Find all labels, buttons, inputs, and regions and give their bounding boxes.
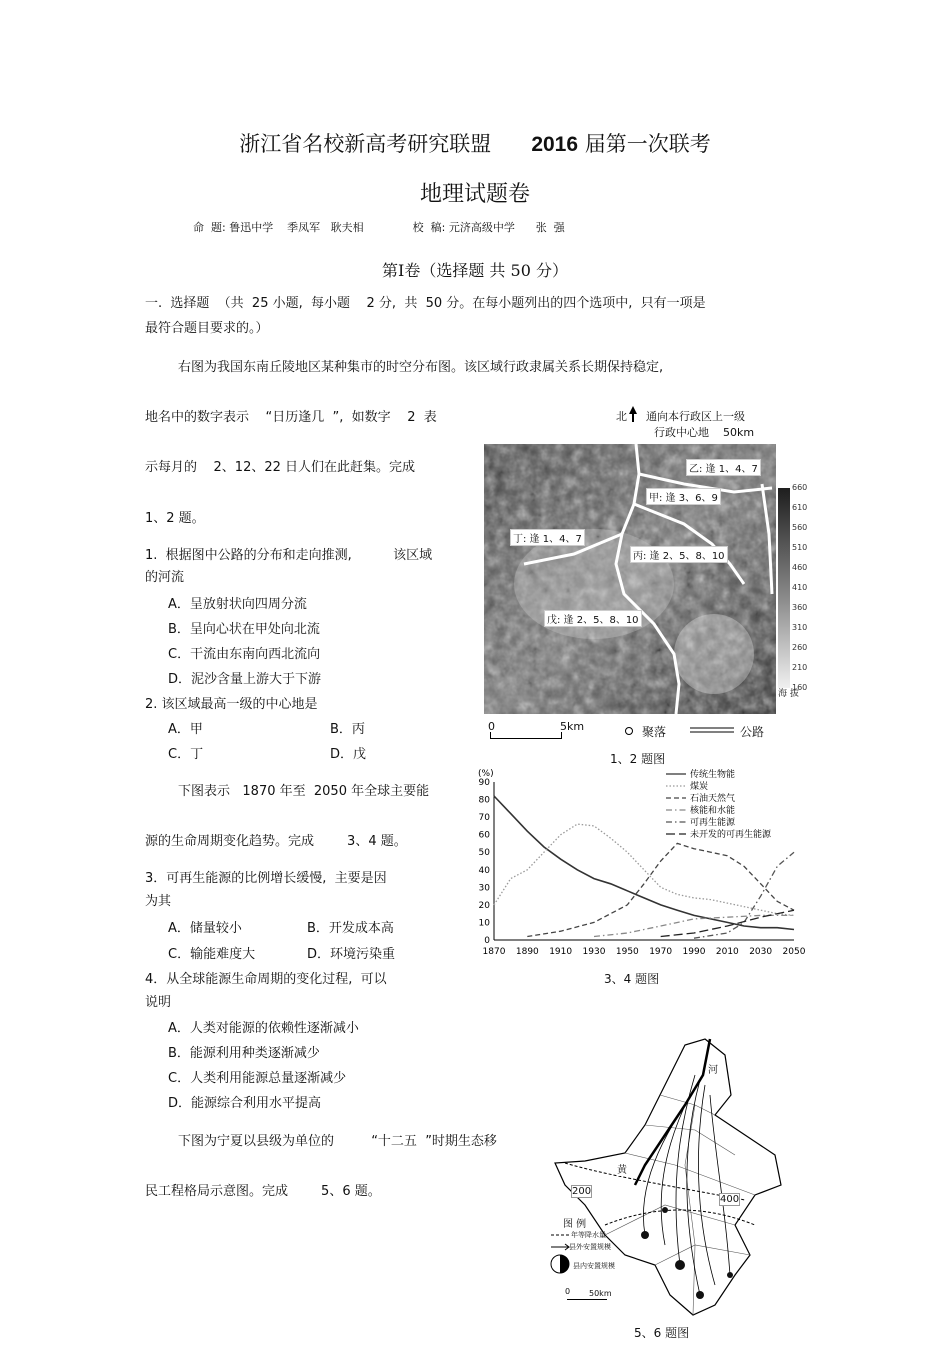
scale-zero: 0 <box>488 720 495 733</box>
q12-intro-1: 右图为我国东南丘陵地区某种集市的时空分布图。该区域行政隶属关系长期保持稳定, <box>178 360 664 375</box>
legend-rain: 年等降水量 <box>571 1231 606 1239</box>
elevation-tick: 310 <box>792 623 808 632</box>
legend-road: 公路 <box>740 725 765 739</box>
x-tick-label: 1890 <box>515 947 539 957</box>
x-tick-label: 2050 <box>782 947 806 957</box>
settlement-label-bing: 丙: 逢 2、5、8、10 <box>630 546 728 563</box>
q3-stem-2: 为其 <box>145 894 172 909</box>
y-tick-label: 60 <box>478 830 490 841</box>
q1-option-b: B．呈向心状在甲处向北流 <box>168 622 320 637</box>
map2-scale-50: 50km <box>589 1289 612 1298</box>
map2-scale-bar <box>567 1299 607 1300</box>
arrow-symbol-icon <box>551 1243 571 1251</box>
q4-option-d: D．能源综合利用水平提高 <box>168 1096 322 1111</box>
q1-option-d: D．泥沙含量上游大于下游 <box>168 672 322 687</box>
q4-stem-1: 4．从全球能源生命周期的变化过程, 可以 <box>145 972 387 987</box>
instructions-line2: 最符合题目要求的。） <box>145 321 269 336</box>
x-tick-label: 1930 <box>582 947 606 957</box>
x-tick-label: 2030 <box>749 947 773 957</box>
q12-intro-4: 1、2 题。 <box>145 511 205 526</box>
y-tick-label: 30 <box>478 883 490 894</box>
elevation-tick: 160 <box>792 683 808 692</box>
legend-settlement: 聚落 <box>642 725 667 739</box>
isohyet-symbol-icon <box>551 1231 571 1239</box>
x-tick-label: 1950 <box>615 947 639 957</box>
q2-option-a: A．甲 <box>168 722 203 737</box>
q3-option-b: B．开发成本高 <box>307 921 394 936</box>
q1-stem-2: 的河流 <box>145 570 185 585</box>
river-label-he: 河 <box>708 1061 718 1076</box>
y-tick-label: 80 <box>478 795 490 806</box>
legend-entry: 煤炭 <box>690 782 709 792</box>
q34-intro-1: 下图表示 1870 年至 2050 年全球主要能 <box>178 784 430 799</box>
series-line <box>661 910 794 936</box>
circle-symbol-icon <box>549 1253 571 1275</box>
map1-caption: 1、2 题图 <box>610 752 666 766</box>
q4-option-b: B．能源利用种类逐渐减少 <box>168 1046 320 1061</box>
x-tick-label: 1870 <box>482 947 506 957</box>
map2-scale-zero: 0 <box>565 1287 571 1296</box>
y-tick-label: 90 <box>478 778 490 788</box>
instructions-line1: 一. 选择题 （共 25 小题, 每小题 2 分, 共 50 分。在每小题列出的四个选项中, 只有一项是 <box>145 296 706 311</box>
x-tick-label: 1910 <box>549 947 573 957</box>
q3-option-c: C．输能难度大 <box>168 947 256 962</box>
q4-option-c: C．人类利用能源总量逐渐减少 <box>168 1071 347 1086</box>
legend-title: 图 例 <box>563 1219 587 1230</box>
part-heading: 第Ⅰ卷（选择题 共 50 分） <box>382 261 568 280</box>
settlement-label-yi: 乙: 逢 1、4、7 <box>686 459 761 476</box>
q3-option-d: D．环境污染重 <box>307 947 396 962</box>
legend-in: 县内安置规模 <box>573 1262 615 1270</box>
settlement-label-ding: 丁: 逢 1、4、7 <box>510 529 585 546</box>
q1-option-c: C．干流由东南向西北流向 <box>168 647 321 662</box>
legend-entry: 未开发的可再生能源 <box>690 830 772 840</box>
y-tick-label: 20 <box>478 900 490 911</box>
map2-caption: 5、6 题图 <box>634 1326 690 1340</box>
q1-stem-1: 1. 根据图中公路的分布和走向推测, 该区域 <box>145 548 433 563</box>
legend-out: 县外安置规模 <box>569 1243 611 1251</box>
scale-5km: 5km <box>560 720 585 733</box>
ningxia-outline <box>545 1035 805 1325</box>
elevation-label: 海 拔 <box>778 689 799 699</box>
elevation-bar <box>778 488 790 688</box>
exam-title: 浙江省名校新高考研究联盟 2016 届第一次联考 <box>239 132 711 156</box>
ningxia-map-figure <box>545 1035 805 1345</box>
legend-entry: 石油天然气 <box>690 794 736 804</box>
road-note-1: 通向本行政区上一级 <box>646 410 745 423</box>
road-note-2: 行政中心地 50km <box>654 426 755 439</box>
q4-option-a: A．人类对能源的依赖性逐渐减小 <box>168 1021 359 1036</box>
isohyet-400: 400 <box>720 1194 740 1205</box>
legend-entry: 传统生物能 <box>690 770 736 780</box>
q2-stem: 2. 该区域最高一级的中心地是 <box>145 697 318 712</box>
credits: 命 题: 鲁迅中学 季凤军 耿夫相 校 稿: 元济高级中学 张 强 <box>193 221 565 234</box>
settlement-icon <box>624 726 634 736</box>
terrain-relief <box>484 444 776 714</box>
q56-intro-1: 下图为宁夏以县级为单位的 “十二五 ”时期生态移 <box>178 1134 497 1149</box>
q2-option-b: B．丙 <box>330 722 365 737</box>
y-tick-label: 10 <box>478 918 490 929</box>
legend-entry: 可再生能源 <box>690 818 736 828</box>
x-tick-label: 2010 <box>715 947 739 957</box>
north-arrow-icon <box>628 406 638 422</box>
q12-intro-2: 地名中的数字表示 “日历逢几 ”, 如数字 2 表 <box>145 410 437 425</box>
y-tick-label: 70 <box>478 813 490 824</box>
legend-entry: 核能和水能 <box>690 806 736 816</box>
q3-option-a: A．储量较小 <box>168 921 242 936</box>
q2-option-c: C．丁 <box>168 747 204 762</box>
elevation-tick: 660 <box>792 483 808 492</box>
market-map-figure <box>484 404 808 774</box>
isohyet-200: 200 <box>572 1186 592 1197</box>
series-line <box>494 796 794 930</box>
x-tick-label: 1990 <box>682 947 706 957</box>
elevation-tick: 360 <box>792 603 808 612</box>
elevation-ticks <box>792 483 812 692</box>
q12-intro-3: 示每月的 2、12、22 日人们在此赶集。完成 <box>145 460 416 475</box>
q3-stem-1: 3．可再生能源的比例增长缓慢, 主要是因 <box>145 871 387 886</box>
q34-intro-2: 源的生命周期变化趋势。完成 3、4 题。 <box>145 834 407 849</box>
y-axis-label: (%) <box>478 769 494 779</box>
scale-bar <box>490 732 562 739</box>
elevation-tick: 410 <box>792 583 808 592</box>
q2-option-d: D．戊 <box>330 747 367 762</box>
elevation-tick: 610 <box>792 503 808 512</box>
north-label: 北 <box>616 410 627 423</box>
elevation-tick: 460 <box>792 563 808 572</box>
series-line <box>527 843 794 936</box>
q1-option-a: A．呈放射状向四周分流 <box>168 597 307 612</box>
q56-intro-2: 民工程格局示意图。完成 5、6 题。 <box>145 1184 381 1199</box>
energy-lifecycle-chart <box>472 764 806 994</box>
q4-stem-2: 说明 <box>145 995 172 1010</box>
elevation-tick: 210 <box>792 663 808 672</box>
elevation-tick: 510 <box>792 543 808 552</box>
x-tick-label: 1970 <box>649 947 673 957</box>
y-tick-label: 40 <box>478 865 490 876</box>
elevation-tick: 560 <box>792 523 808 532</box>
road-symbol-icon <box>690 726 734 734</box>
y-tick-label: 0 <box>484 936 490 946</box>
exam-subtitle: 地理试题卷 <box>419 182 530 207</box>
chart-caption: 3、4 题图 <box>604 972 660 986</box>
y-tick-label: 50 <box>478 848 490 859</box>
settlement-label-jia: 甲: 逢 3、6、9 <box>646 488 721 505</box>
river-label-huang: 黄 <box>617 1161 627 1176</box>
settlement-label-wu: 戊: 逢 2、5、8、10 <box>544 610 642 627</box>
elevation-tick: 260 <box>792 643 808 652</box>
